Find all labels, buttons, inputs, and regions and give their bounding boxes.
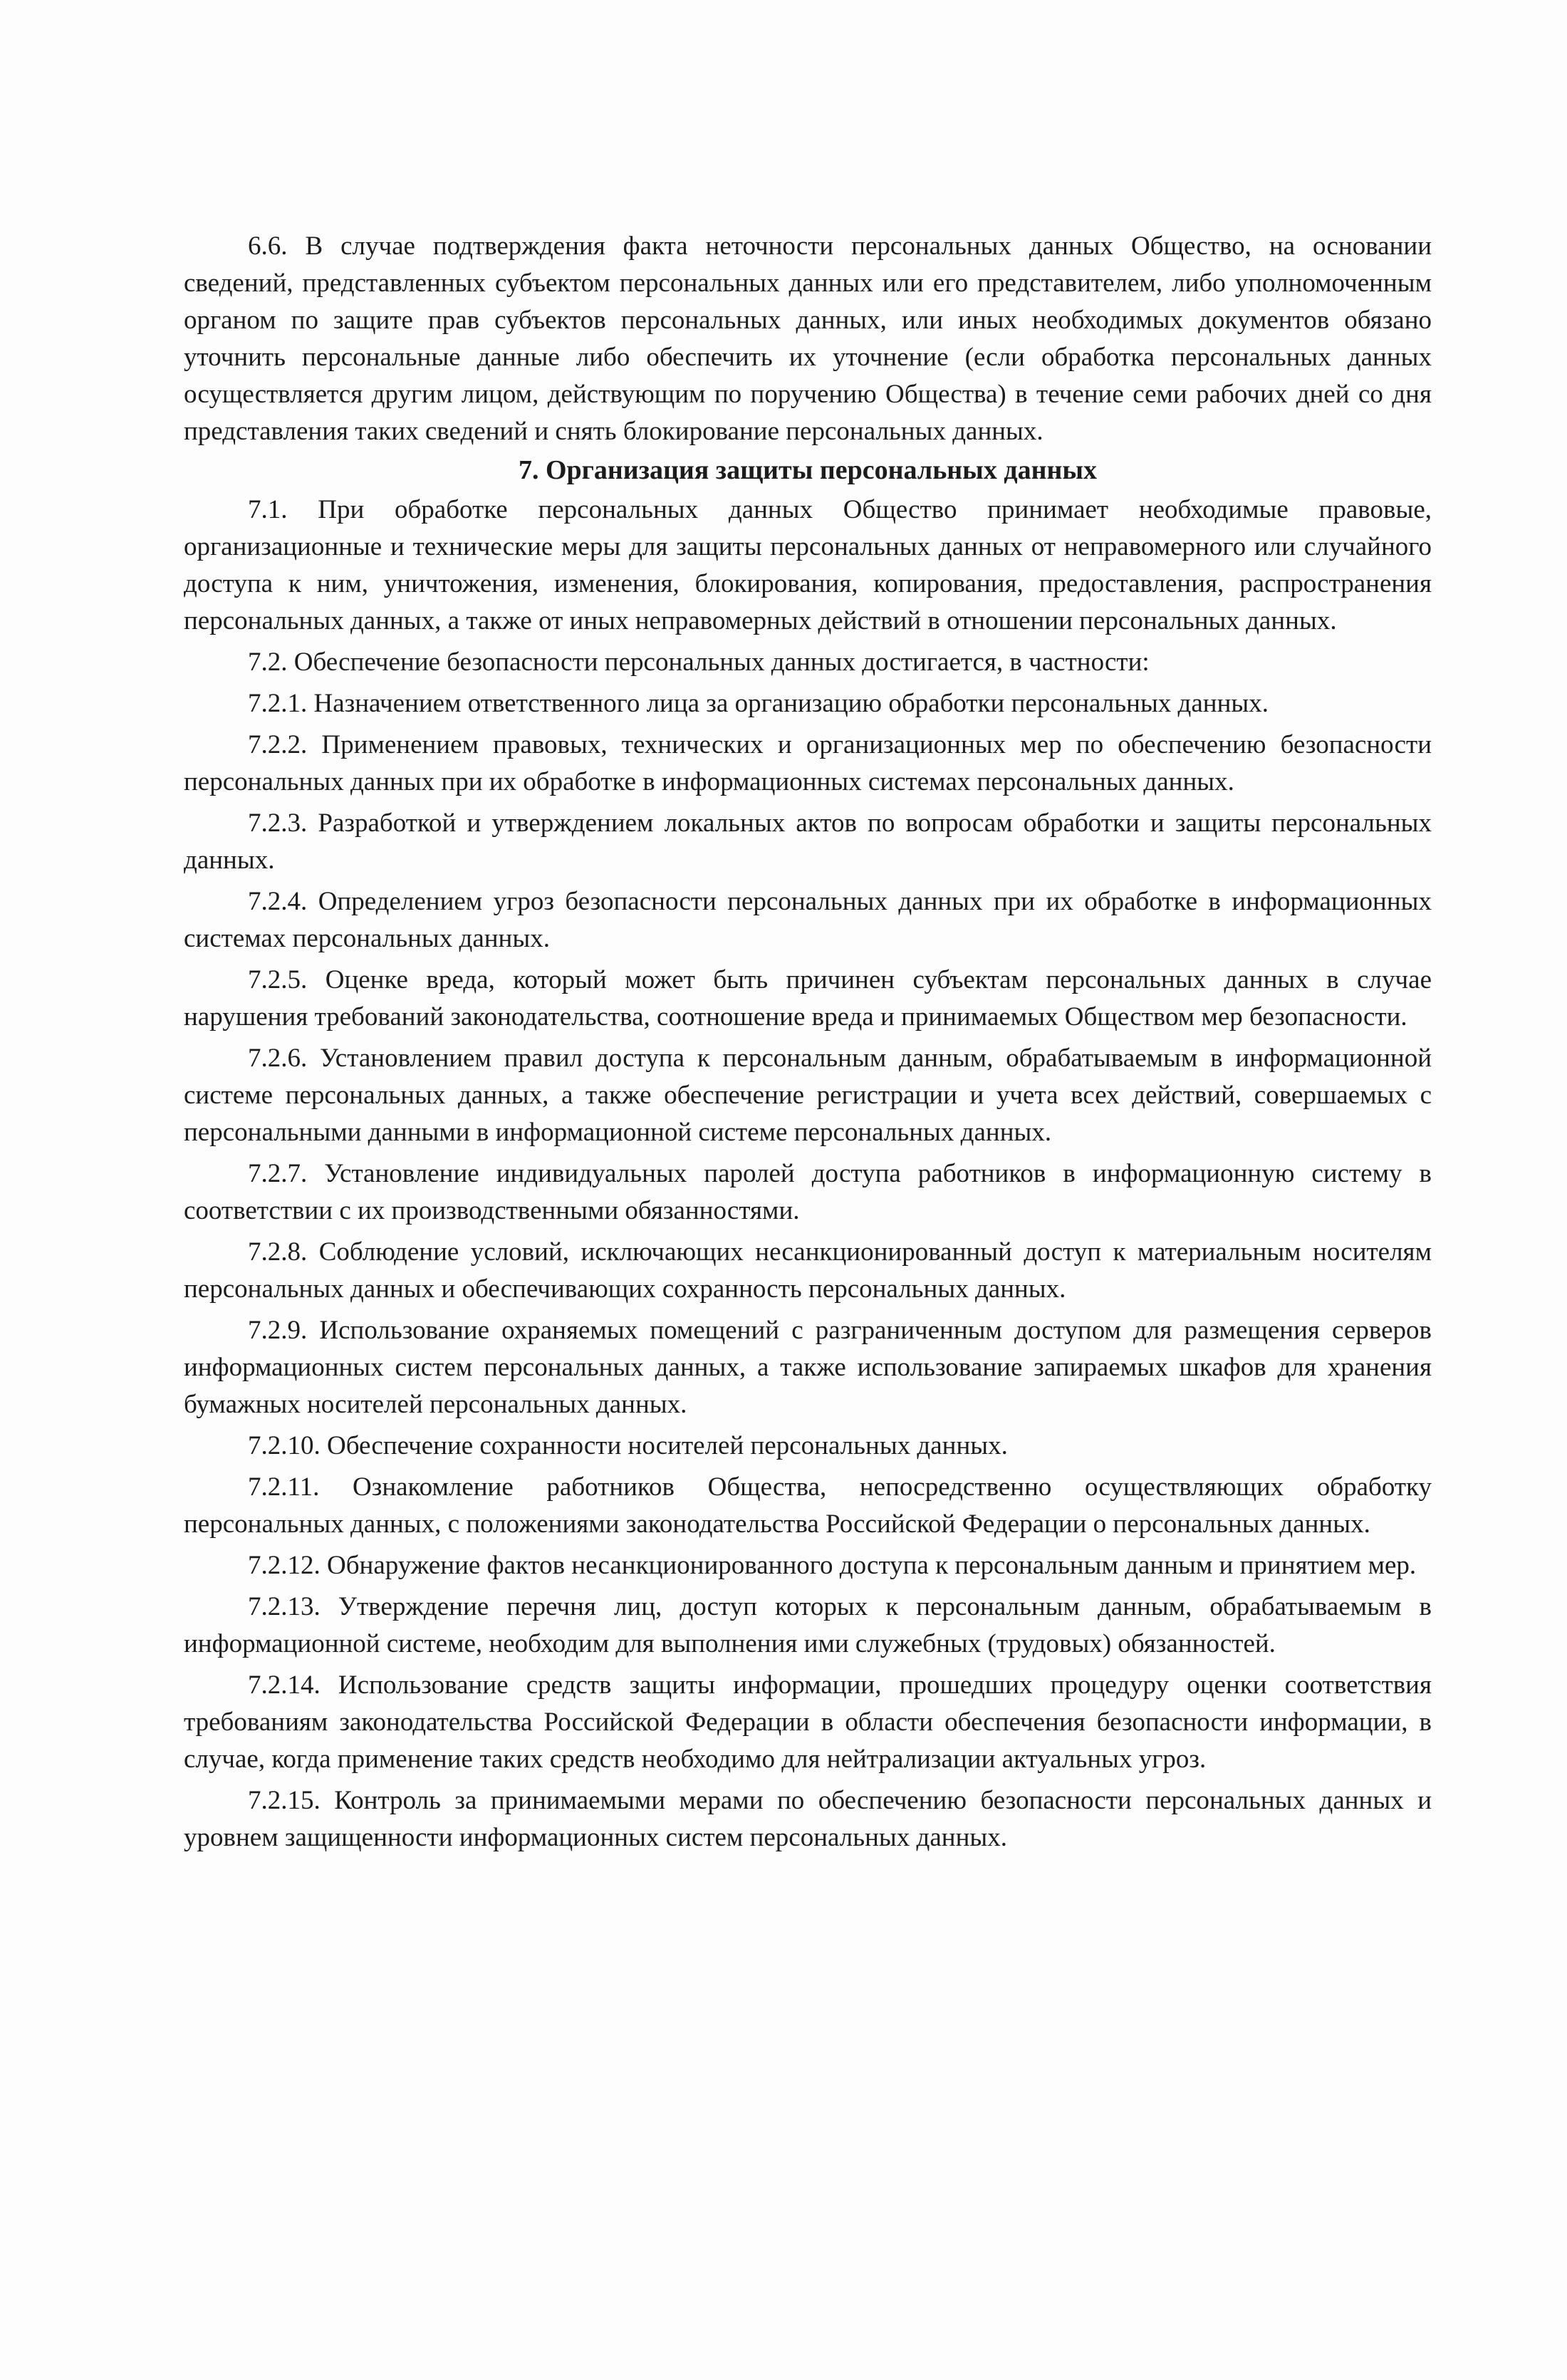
- paragraph-7-2-10: 7.2.10. Обеспечение сохранности носителей персональных данных.: [248, 1431, 1008, 1460]
- paragraph-7-2: 7.2. Обеспечение безопасности персональных данных достигается, в частности:: [248, 648, 1150, 677]
- paragraph-7-2-9: 7.2.9. Использование охраняемых помещений с разграниченным доступом для размещения серверов информационных систем персональных данных, а также использование запираемых шкафов для хранения бумажных носителей персональных данных.: [184, 1316, 1432, 1419]
- paragraph-7-2-7: 7.2.7. Установление индивидуальных паролей доступа работников в информационную систему в соответствии с их производственными обязанностями.: [184, 1159, 1432, 1225]
- paragraph-7-2-14: 7.2.14. Использование средств защиты информации, прошедших процедуру оценки соответствия требованиям законодательства Российской Федерации в области обеспечения безопасности информации, в случае, когда применение таких средств необходимо для нейтрализации актуальных угроз.: [184, 1670, 1432, 1774]
- paragraph-7-2-15: 7.2.15. Контроль за принимаемыми мерами по обеспечению безопасности персональных данных и уровнем защищенности информационных систем персональных данных.: [184, 1786, 1432, 1852]
- paragraph-7-2-8: 7.2.8. Соблюдение условий, исключающих несанкционированный доступ к материальным носителям персональных данных и обеспечивающих сохранность персональных данных.: [184, 1237, 1432, 1304]
- paragraph-7-2-3: 7.2.3. Разработкой и утверждением локальных актов по вопросам обработки и защиты персональных данных.: [184, 809, 1432, 875]
- paragraph-7-2-6: 7.2.6. Установлением правил доступа к персональным данным, обрабатываемым в информационной системе персональных данных, а также обеспечение регистрации и учета всех действий, совершаемых с персональными данными в информационной системе персональных данных.: [184, 1044, 1432, 1147]
- paragraph-7-2-1: 7.2.1. Назначением ответственного лица за организацию обработки персональных данных.: [248, 689, 1269, 718]
- section-heading: 7. Организация защиты персональных данных: [518, 455, 1098, 485]
- paragraph-7-1: 7.1. При обработке персональных данных Общество принимает необходимые правовые, организационные и технические меры для защиты персональных данных от неправомерного или случайного доступа к ним, уничтожения, изменения, блокирования, копирования, предоставления, распространения персональных данных, а также от иных неправомерных действий в отношении персональных данных.: [184, 495, 1432, 635]
- paragraph-7-2-5: 7.2.5. Оценке вреда, который может быть причинен субъектам персональных данных в случае нарушения требований законодательства, соотношение вреда и принимаемых Обществом мер безопасности.: [184, 965, 1432, 1031]
- document-body: [184, 228, 1432, 1856]
- paragraph-6-6: 6.6. В случае подтверждения факта неточности персональных данных Общество, на основании сведений, представленных субъектом персональных данных или его представителем, либо уполномоченным органом по защите прав субъектов персональных данных, или иных необходимых документов обязано уточнить персональные данные либо обеспечить их уточнение (если обработка персональных данных осуществляется другим лицом, действующим по поручению Общества) в течение семи рабочих дней со дня представления таких сведений и снять блокирование персональных данных.: [184, 232, 1432, 446]
- paragraph-7-2-11: 7.2.11. Ознакомление работников Общества, непосредственно осуществляющих обработку персональных данных, с положениями законодательства Российской Федерации о персональных данных.: [184, 1472, 1432, 1539]
- paragraph-7-2-13: 7.2.13. Утверждение перечня лиц, доступ которых к персональным данным, обрабатываемым в информационной системе, необходим для выполнения ими служебных (трудовых) обязанностей.: [184, 1592, 1432, 1658]
- paragraph-7-2-2: 7.2.2. Применением правовых, технических и организационных мер по обеспечению безопасности персональных данных при их обработке в информационных системах персональных данных.: [184, 730, 1432, 796]
- paragraph-7-2-4: 7.2.4. Определением угроз безопасности персональных данных при их обработке в информационных системах персональных данных.: [184, 887, 1432, 953]
- paragraph-7-2-12: 7.2.12. Обнаружение фактов несанкционированного доступа к персональным данным и принятием мер.: [248, 1551, 1417, 1580]
